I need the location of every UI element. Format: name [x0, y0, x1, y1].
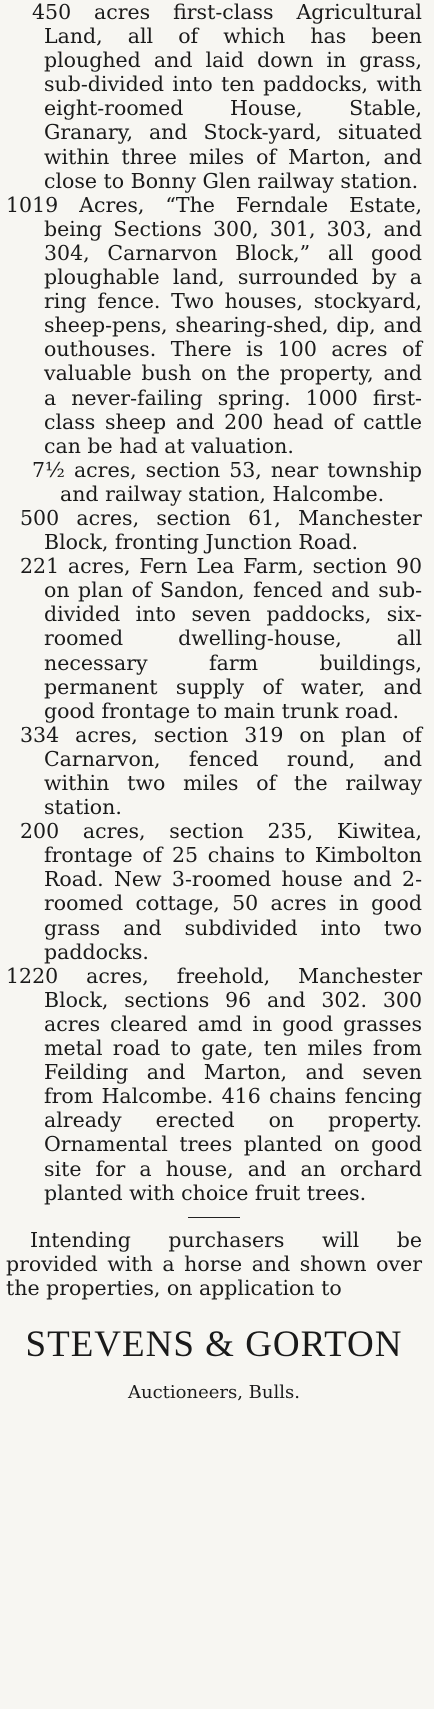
listing-1220-acres: 1220 acres, freehold, Manchester Block, sections 96 and 302. 300 acres cleared amd in good grasses metal road to gate, ten miles from Feilding and Marton, and seven from Halcombe. 416 chains fencing already erected on property. Ornamental trees planted on good site for a house, and an orchard planted with choice fruit trees. — [6, 963, 422, 1205]
listing-450-acres: 450 acres first-class Agricultural Land, all of which has been ploughed and laid down in grass, sub-divided into ten paddocks, with eight-roomed House, Stable, Granary, and Stock-yard, situated within three miles of Marton, and close to Bonny Glen railway station. — [32, 0, 422, 193]
listing-334-acres: 334 acres, section 319 on plan of Carnarvon, fenced round, and within two miles of the railway station. — [20, 722, 422, 820]
section-divider — [188, 1217, 240, 1218]
firm-name: STEVENS & GORTON — [25, 1323, 403, 1365]
listing-200-acres: 200 acres, section 235, Kiwitea, frontage of 25 chains to Kimbolton Road. New 3-roomed house and 2-roomed cottage, 50 acres in good grass and subdivided into two paddocks. — [20, 819, 422, 964]
listing-500-acres: 500 acres, section 61, Manchester Block, fronting Junction Road. — [20, 505, 422, 555]
firm-subtitle: Auctioneers, Bulls. — [128, 1381, 300, 1403]
property-listings — [6, 0, 422, 1205]
listing-fern-lea-farm: 221 acres, Fern Lea Farm, section 90 on plan of Sandon, fenced and sub-divided into seven paddocks, six-roomed dwelling-house, all necessary farm buildings, permanent supply of water, and good frontage to main trunk road. — [20, 554, 422, 723]
purchaser-notice: Intending purchasers will be provided with a horse and shown over the properties, on application to — [6, 1227, 422, 1300]
listing-ferndale-estate: 1019 Acres, “The Ferndale Estate, being Sections 300, 301, 303, and 304, Carnarvon Block,” all good ploughable land, surrounded by a ring fence. Two houses, stockyard, sheep-pens, shearing-shed, dip, and outhouses. There is 100 acres of valuable bush on the property, and a never-failing spring. 1000 first-class sheep and 200 head of cattle can be had at valuation. — [6, 192, 422, 458]
listing-7-acres: 7½ acres, section 53, near township and railway station, Halcombe. — [32, 457, 422, 506]
